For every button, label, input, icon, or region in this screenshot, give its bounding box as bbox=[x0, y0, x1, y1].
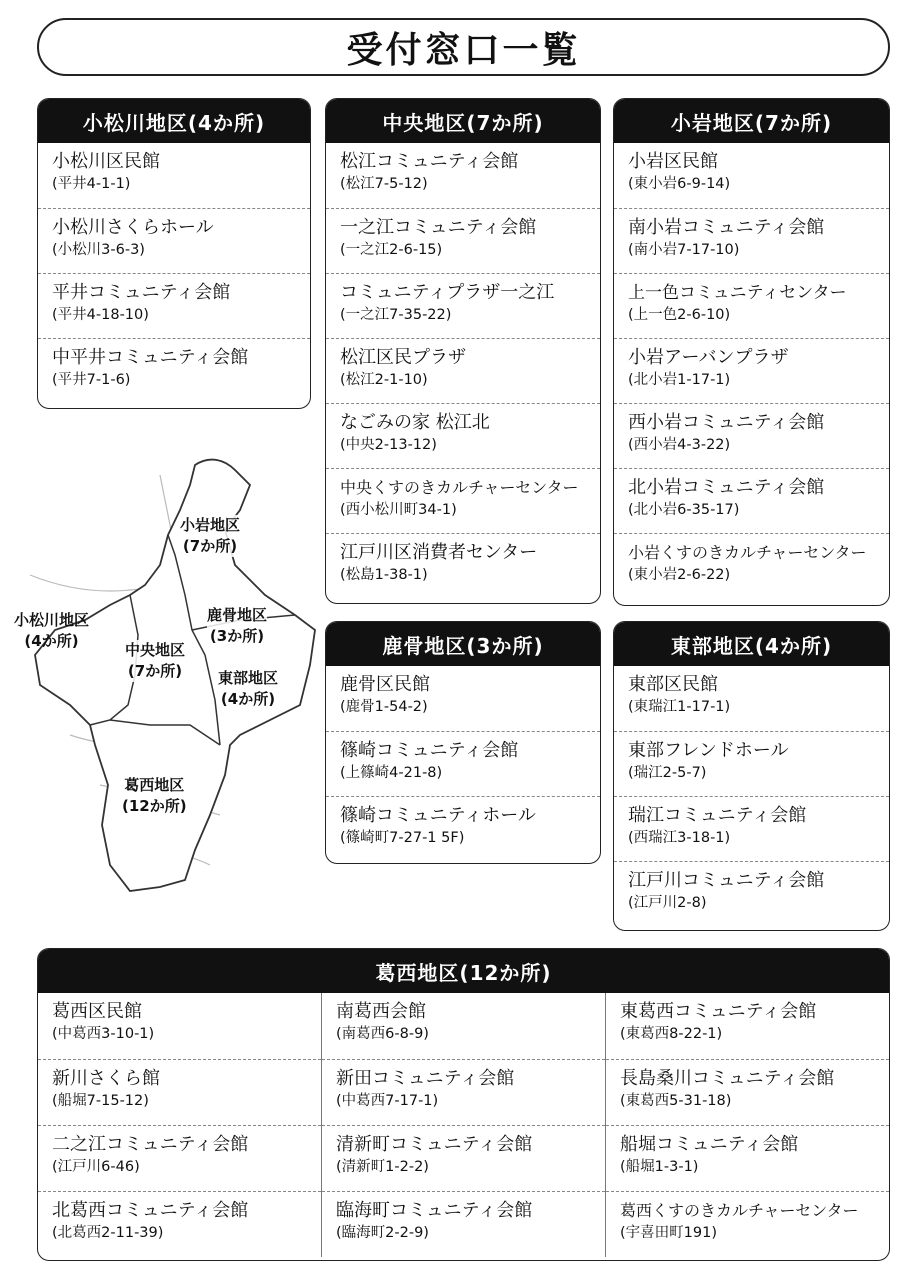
venue-address: (西小松川町34-1) bbox=[340, 502, 457, 518]
venue-name: 小岩区民館 bbox=[628, 151, 718, 172]
venue-item bbox=[38, 273, 310, 338]
kasai-column bbox=[605, 993, 889, 1257]
map-label-name: 中央地区 bbox=[125, 641, 186, 659]
venue-address: (北小岩1-17-1) bbox=[628, 372, 731, 388]
venue-address: (鹿骨1-54-2) bbox=[340, 699, 428, 715]
venue-item bbox=[614, 143, 889, 208]
map-label-count: (7か所) bbox=[127, 662, 183, 680]
venue-address: (東小岩2-6-22) bbox=[628, 567, 731, 583]
venue-item bbox=[326, 338, 600, 403]
venue-item bbox=[606, 1191, 889, 1257]
page-title-banner bbox=[37, 18, 890, 76]
venue-item bbox=[322, 1191, 605, 1257]
venue-name: 船堀コミュニティ会館 bbox=[620, 1134, 799, 1155]
venue-item bbox=[38, 993, 321, 1059]
district-header: 東部地区(4か所) bbox=[614, 622, 889, 666]
venue-address: (北小岩6-35-17) bbox=[628, 502, 740, 518]
venue-item bbox=[606, 993, 889, 1059]
venue-item bbox=[38, 1191, 321, 1257]
district-shikabone bbox=[325, 621, 601, 864]
venue-address: (中央2-13-12) bbox=[340, 437, 437, 453]
venue-name: 東部区民館 bbox=[628, 674, 718, 695]
district-header: 中央地区(7か所) bbox=[326, 99, 600, 143]
venue-address: (中葛西7-17-1) bbox=[336, 1093, 439, 1109]
venue-name: 西小岩コミュニティ会館 bbox=[628, 412, 825, 433]
venue-name: 北小岩コミュニティ会館 bbox=[628, 477, 825, 498]
venue-address: (西小岩4-3-22) bbox=[628, 437, 731, 453]
kasai-column bbox=[321, 993, 605, 1257]
venue-name: 篠崎コミュニティホール bbox=[340, 805, 536, 826]
venue-address: (臨海町2-2-9) bbox=[336, 1225, 429, 1241]
venue-name: 江戸川区消費者センター bbox=[340, 542, 538, 563]
venue-name: 葛西くすのきカルチャーセンター bbox=[620, 1201, 859, 1220]
venue-item bbox=[614, 403, 889, 468]
venue-address: (松島1-38-1) bbox=[340, 567, 428, 583]
venue-name: 二之江コミュニティ会館 bbox=[52, 1134, 249, 1155]
map-label-name: 鹿骨地区 bbox=[207, 606, 268, 624]
venue-address: (宇喜田町191) bbox=[620, 1225, 717, 1241]
venue-address: (東瑞江1-17-1) bbox=[628, 699, 731, 715]
venue-address: (南葛西6-8-9) bbox=[336, 1026, 429, 1042]
venue-name: 東部フレンドホール bbox=[628, 740, 789, 761]
venue-name: 東葛西コミュニティ会館 bbox=[620, 1001, 817, 1022]
venue-item bbox=[614, 861, 889, 926]
venue-name: 平井コミュニティ会館 bbox=[52, 282, 231, 303]
map-label-koiwa bbox=[180, 515, 240, 557]
venue-address: (瑞江2-5-7) bbox=[628, 765, 707, 781]
venue-name: なごみの家 松江北 bbox=[340, 412, 490, 433]
venue-item bbox=[38, 1059, 321, 1125]
venue-address: (一之江7-35-22) bbox=[340, 307, 452, 323]
venue-address: (清新町1-2-2) bbox=[336, 1159, 429, 1175]
district-header: 葛西地区(12か所) bbox=[38, 949, 889, 993]
venue-name: 鹿骨区民館 bbox=[340, 674, 430, 695]
map-label-count: (4か所) bbox=[24, 632, 79, 650]
venue-address: (北葛西2-11-39) bbox=[52, 1225, 164, 1241]
venue-name: 瑞江コミュニティ会館 bbox=[628, 805, 807, 826]
venue-item bbox=[614, 731, 889, 796]
venue-item bbox=[38, 338, 310, 403]
map-label-count: (7か所) bbox=[182, 537, 238, 555]
venue-item bbox=[614, 666, 889, 731]
venue-name: 一之江コミュニティ会館 bbox=[340, 217, 537, 238]
venue-item bbox=[614, 796, 889, 861]
venue-address: (江戸川2-8) bbox=[628, 895, 707, 911]
venue-address: (西瑞江3-18-1) bbox=[628, 830, 731, 846]
venue-name: 北葛西コミュニティ会館 bbox=[52, 1200, 249, 1221]
venue-name: コミュニティプラザ一之江 bbox=[340, 282, 555, 303]
district-komatsugawa bbox=[37, 98, 311, 409]
venue-name: 松江区民プラザ bbox=[340, 347, 466, 368]
venue-address: (松江7-5-12) bbox=[340, 176, 428, 192]
venue-name: 長島桑川コミュニティ会館 bbox=[620, 1068, 835, 1089]
venue-address: (松江2-1-10) bbox=[340, 372, 428, 388]
venue-address: (上一色2-6-10) bbox=[628, 307, 731, 323]
venue-item bbox=[614, 468, 889, 533]
venue-item bbox=[322, 993, 605, 1059]
venue-name: 南小岩コミュニティ会館 bbox=[628, 217, 825, 238]
venue-name: 葛西区民館 bbox=[52, 1001, 142, 1022]
map-label-name: 小岩地区 bbox=[180, 516, 241, 534]
venue-item bbox=[322, 1125, 605, 1191]
map-label-count: (3か所) bbox=[209, 627, 265, 645]
venue-item bbox=[606, 1125, 889, 1191]
venue-name: 篠崎コミュニティ会館 bbox=[340, 740, 519, 761]
venue-item bbox=[326, 533, 600, 598]
district-tobu bbox=[613, 621, 890, 931]
venue-address: (東葛西8-22-1) bbox=[620, 1026, 723, 1042]
venue-name: 清新町コミュニティ会館 bbox=[336, 1134, 533, 1155]
district-header: 鹿骨地区(3か所) bbox=[326, 622, 600, 666]
venue-name: 中央くすのきカルチャーセンター bbox=[340, 478, 579, 497]
district-map bbox=[10, 455, 330, 905]
venue-item bbox=[322, 1059, 605, 1125]
venue-name: 小松川さくらホール bbox=[52, 217, 214, 238]
venue-name: 松江コミュニティ会館 bbox=[340, 151, 519, 172]
venue-address: (東葛西5-31-18) bbox=[620, 1093, 732, 1109]
venue-name: 小松川区民館 bbox=[52, 151, 160, 172]
venue-address: (平井7-1-6) bbox=[52, 372, 131, 388]
venue-name: 江戸川コミュニティ会館 bbox=[628, 870, 825, 891]
venue-item bbox=[326, 143, 600, 208]
district-koiwa bbox=[613, 98, 890, 606]
venue-item bbox=[614, 208, 889, 273]
venue-address: (船堀7-15-12) bbox=[52, 1093, 149, 1109]
venue-name: 小岩くすのきカルチャーセンター bbox=[628, 543, 867, 562]
district-kasai bbox=[37, 948, 890, 1261]
venue-name: 臨海町コミュニティ会館 bbox=[336, 1200, 533, 1221]
venue-item bbox=[326, 468, 600, 533]
map-label-tobu bbox=[218, 668, 278, 710]
map-label-name: 葛西地区 bbox=[124, 776, 185, 794]
venue-item bbox=[38, 1125, 321, 1191]
venue-name: 新川さくら館 bbox=[52, 1068, 160, 1089]
venue-address: (一之江2-6-15) bbox=[340, 242, 443, 258]
venue-address: (小松川3-6-3) bbox=[52, 242, 145, 258]
venue-item bbox=[38, 143, 310, 208]
venue-name: 中平井コミュニティ会館 bbox=[52, 347, 249, 368]
map-label-shikabone bbox=[207, 605, 267, 647]
venue-address: (上篠崎4-21-8) bbox=[340, 765, 443, 781]
venue-address: (中葛西3-10-1) bbox=[52, 1026, 155, 1042]
venue-item bbox=[326, 666, 600, 731]
venue-name: 新田コミュニティ会館 bbox=[336, 1068, 515, 1089]
venue-item bbox=[326, 403, 600, 468]
venue-item bbox=[326, 208, 600, 273]
venue-item bbox=[326, 273, 600, 338]
venue-address: (東小岩6-9-14) bbox=[628, 176, 731, 192]
venue-address: (平井4-1-1) bbox=[52, 176, 131, 192]
page-title: 受付窓口一覧 bbox=[346, 29, 581, 71]
venue-name: 上一色コミュニティセンター bbox=[628, 283, 847, 303]
venue-address: (南小岩7-17-10) bbox=[628, 242, 740, 258]
venue-item bbox=[614, 338, 889, 403]
map-label-count: (4か所) bbox=[220, 690, 276, 708]
venue-name: 南葛西会館 bbox=[336, 1001, 426, 1022]
map-label-name: 東部地区 bbox=[218, 669, 279, 687]
venue-item bbox=[326, 796, 600, 861]
venue-address: (篠崎町7-27-1 5F) bbox=[340, 830, 465, 846]
map-label-komatsugawa bbox=[14, 610, 89, 652]
venue-item bbox=[614, 533, 889, 598]
map-label-kasai bbox=[122, 775, 187, 817]
map-label-chuo bbox=[125, 640, 185, 682]
venue-name: 小岩アーバンプラザ bbox=[628, 347, 789, 368]
map-label-name: 小松川地区 bbox=[14, 611, 90, 629]
venue-address: (江戸川6-46) bbox=[52, 1159, 140, 1175]
kasai-column bbox=[38, 993, 321, 1257]
district-chuo bbox=[325, 98, 601, 604]
venue-item bbox=[38, 208, 310, 273]
map-label-count: (12か所) bbox=[122, 797, 187, 815]
kasai-venue-grid bbox=[38, 993, 889, 1257]
venue-item bbox=[606, 1059, 889, 1125]
district-header: 小岩地区(7か所) bbox=[614, 99, 889, 143]
district-header: 小松川地区(4か所) bbox=[38, 99, 310, 143]
venue-address: (船堀1-3-1) bbox=[620, 1159, 699, 1175]
venue-address: (平井4-18-10) bbox=[52, 307, 149, 323]
venue-item bbox=[326, 731, 600, 796]
venue-item bbox=[614, 273, 889, 338]
